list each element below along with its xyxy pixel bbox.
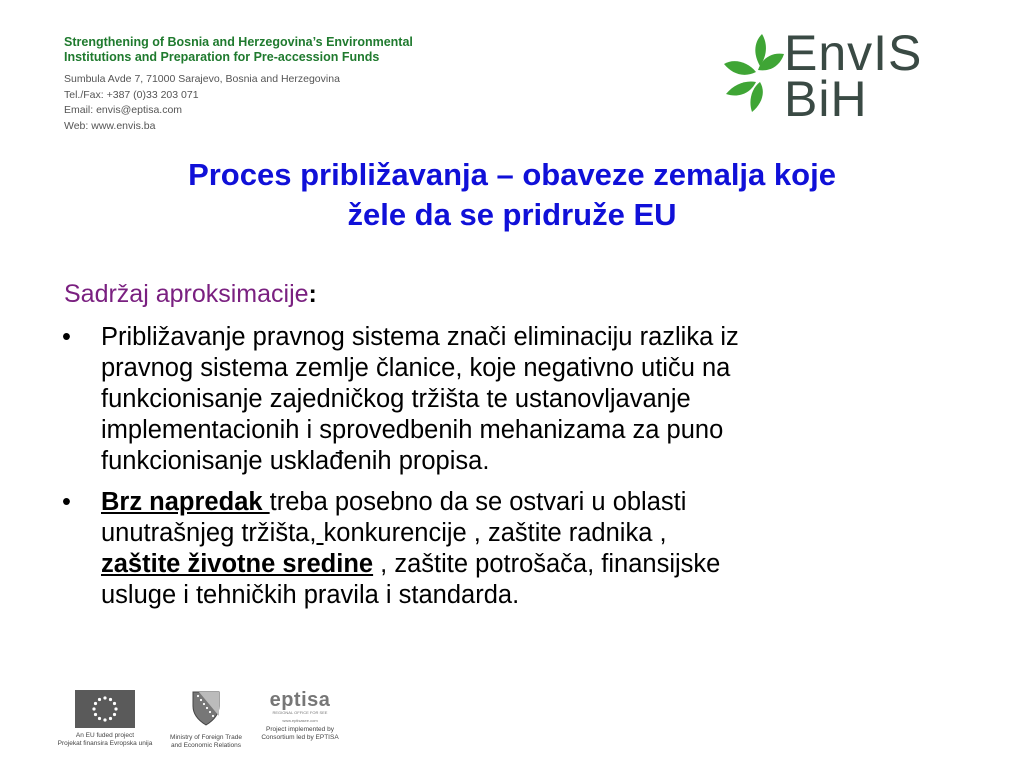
bullet-line: implementacionih i sprovedbenih mehanizama za puno	[101, 416, 724, 444]
bullet-marker: •	[62, 323, 71, 351]
slide-title	[60, 155, 964, 235]
bullet-line: funkcionisanje zajedničkog tržišta te ustanovljavanje	[101, 385, 691, 413]
eptisa-caption-line1: Project implemented by	[266, 726, 334, 733]
ministry-caption-line2: and Economic Relations	[170, 742, 242, 749]
email: Email: envis@eptisa.com	[64, 104, 183, 116]
bullet-line: Približavanje pravnog sistema znači eliminaciju razlika iz	[101, 323, 739, 351]
bullet-list	[60, 322, 970, 621]
bullet-line: usluge i tehničkih pravila i standarda.	[101, 581, 520, 609]
eptisa-subtitle-line1: REGIONAL OFFICE FOR SEE	[272, 710, 328, 715]
eptisa-wordmark: eptisa	[269, 689, 331, 711]
bullet-marker: •	[62, 488, 71, 516]
bullet-item	[60, 487, 970, 611]
eu-caption-line1: An EU fuded project	[75, 732, 135, 739]
emphasis-rapid-progress: Brz napredak	[101, 488, 270, 516]
green-leaves-icon	[722, 32, 786, 116]
organization-name-line1: Strengthening of Bosnia and Herzegovina’s Environmental	[64, 35, 413, 49]
bullet-line: funkcionisanje usklađenih propisa.	[101, 447, 490, 475]
bullet-text: treba posebno da se ostvari u oblasti	[269, 488, 687, 516]
bullet-line	[101, 487, 970, 518]
bullet-text: , zaštite potrošača, finansijske	[373, 550, 721, 578]
ministry-logo	[162, 690, 250, 750]
ministry-caption-line1: Ministry of Foreign Trade	[170, 734, 242, 741]
section-heading	[64, 280, 317, 309]
bullet-line	[101, 549, 970, 580]
emphasis-environment-protection: zaštite životne sredine	[101, 550, 374, 578]
slide-title-line1: Proces približavanja – obaveze zemalja koje	[188, 157, 836, 192]
eu-caption-line2: Projekat finansira Evropska unija	[57, 740, 153, 747]
eu-flag-icon	[75, 690, 135, 728]
organization-name-line2: Institutions and Preparation for Pre-accession Funds	[64, 50, 380, 64]
bullet-text: konkurencije , zaštite radnika ,	[323, 519, 667, 547]
bullet-text: unutrašnjeg tržišta,	[101, 519, 317, 547]
bullet-line	[101, 518, 970, 549]
underlined-space	[316, 519, 323, 547]
section-heading-colon: :	[308, 280, 317, 308]
contact-info	[64, 72, 340, 134]
organization-name	[64, 35, 413, 65]
eptisa-caption-line2: Consortium led by EPTISA	[261, 734, 339, 741]
slide-title-line2: žele da se pridruže EU	[347, 197, 677, 232]
eu-stars-icon	[75, 690, 135, 728]
eptisa-logo	[252, 690, 348, 742]
logo-line2: BiH	[784, 71, 868, 127]
envis-bih-logo	[722, 25, 962, 128]
phone: Tel./Fax: +387 (0)33 203 071	[64, 88, 199, 101]
section-heading-text: Sadržaj aproksimacije	[64, 280, 309, 308]
address: Sumbula Avde 7, 71000 Sarajevo, Bosnia and Herzegovina	[64, 73, 340, 85]
bullet-line: pravnog sistema zemlje članice, koje negativno utiču na	[101, 354, 731, 382]
eptisa-subtitle-line2: www.eptisasee.com	[282, 718, 318, 723]
logo-text	[784, 25, 923, 127]
eu-logo	[50, 690, 160, 748]
logo-line1: EnvIS	[784, 25, 923, 81]
bih-coat-of-arms-icon	[191, 690, 221, 726]
footer-logos	[50, 690, 360, 760]
bullet-item	[60, 322, 970, 477]
website: Web: www.envis.ba	[64, 119, 156, 132]
